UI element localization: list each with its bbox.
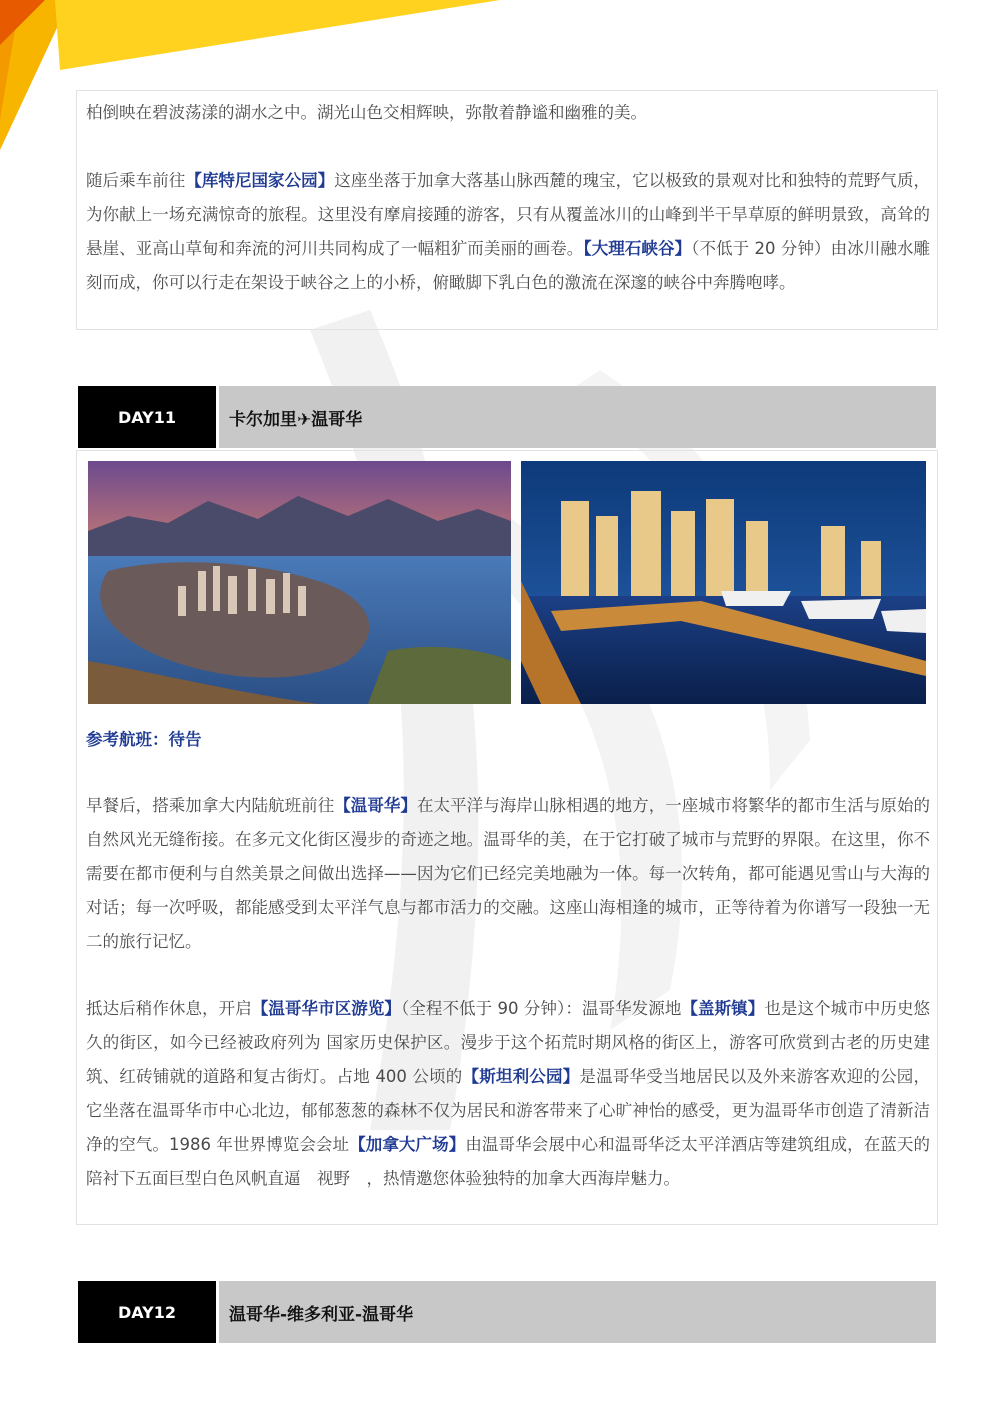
highlight-marble-canyon: 【大理石峡谷】 (583, 239, 692, 258)
vancouver-aerial-photo (88, 461, 511, 704)
highlight-vancouver: 【温哥华】 (334, 796, 417, 815)
day11-label: DAY11 (78, 386, 216, 448)
reference-flight: 参考航班：待告 (86, 730, 202, 749)
day12-label: DAY12 (78, 1281, 216, 1343)
day12-title: 温哥华-维多利亚-温哥华 (219, 1281, 936, 1343)
vancouver-harbour-night-photo (521, 461, 926, 704)
highlight-city-tour: 【温哥华市区游览】 (251, 999, 402, 1018)
highlight-gastown: 【盖斯镇】 (681, 999, 765, 1018)
day10-paragraph-1: 柏倒映在碧波荡漾的湖水之中。湖光山色交相辉映，弥散着静谧和幽雅的美。 (86, 103, 647, 122)
day11-paragraph-2: 抵达后稍作休息，开启【温哥华市区游览】（全程不低于 90 分钟）：温哥华发源地【盖斯镇】也是这个城市中历史悠久的街区，如今已经被政府列为 国家历史保护区。漫步于这个拓荒时期风格的街区上，游客可欣赏到古老的历史建筑、红砖铺就的道路和复古街灯。占地 400 公顷的【斯坦利公园】是温哥华受当地居民以及外来游客欢迎的公园，它坐落在温哥华市中心北边，郁郁葱葱的森林不仅为居民和游客带来了心旷神怡的感受，更为温哥华市创造了清新洁净的空气。1986 年世界博览会会址【加拿大广场】由温哥华会展中心和温哥华泛太平洋酒店等建筑组成，在蓝天的陪衬下五面巨型白色风帆直逼 视野 ，热情邀您体验独特的加拿大西海岸魅力。 (86, 999, 931, 1188)
day11-paragraph-1: 早餐后，搭乘加拿大内陆航班前往【温哥华】在太平洋与海岸山脉相遇的地方，一座城市将繁华的都市生活与原始的自然风光无缝衔接。在多元文化街区漫步的奇迹之地。温哥华的美，在于它打破了城市与荒野的界限。在这里，你不需要在都市便利与自然美景之间做出选择——因为它们已经完美地融为一体。每一次转角，都可能遇见雪山与大海的对话；每一次呼吸，都能感受到太平洋气息与都市活力的交融。这座山海相逢的城市，正等待着为你谱写一段独一无二的旅行记忆。 (86, 796, 931, 951)
highlight-canada-place: 【加拿大广场】 (349, 1135, 466, 1154)
day11-title: 卡尔加里✈温哥华 (219, 386, 936, 448)
day11-header (76, 384, 938, 450)
day10-paragraph-2: 随后乘车前往【库特尼国家公园】这座坐落于加拿大落基山脉西麓的瑰宝，它以极致的景观对比和独特的荒野气质，为你献上一场充满惊奇的旅程。这里没有摩肩接踵的游客，只有从覆盖冰川的山峰到半干旱草原的鲜明景致，高耸的悬崖、亚高山草甸和奔流的河川共同构成了一幅粗犷而美丽的画卷。【大理石峡谷】（不低于 20 分钟）由冰川融水雕刻而成，你可以行走在架设于峡谷之上的小桥，俯瞰脚下乳白色的激流在深邃的峡谷中奔腾咆哮。 (86, 171, 931, 292)
day12-header (76, 1279, 938, 1345)
highlight-stanley-park: 【斯坦利公园】 (462, 1067, 580, 1086)
highlight-kootenay: 【库特尼国家公园】 (185, 171, 335, 190)
